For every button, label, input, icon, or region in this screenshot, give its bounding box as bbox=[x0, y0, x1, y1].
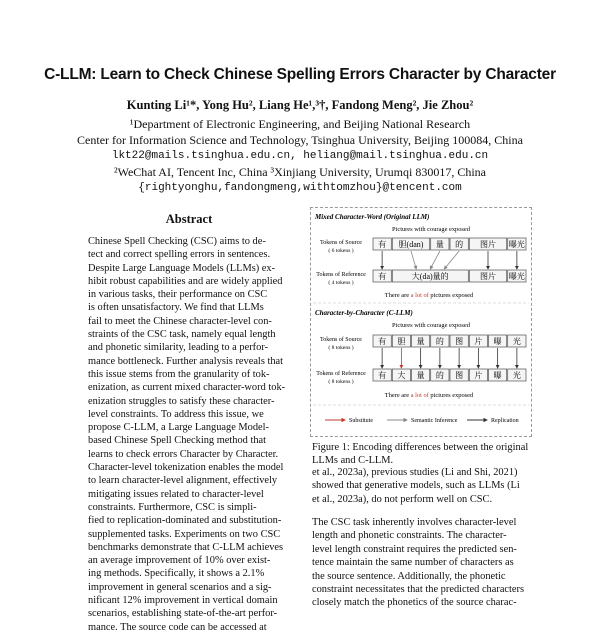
panel1-source-tokens bbox=[373, 238, 526, 250]
body-line: length and phonetic constraints. The character- bbox=[312, 530, 507, 542]
legend-substitute: Substitute bbox=[349, 418, 374, 424]
panel1-source-label: Tokens of Source bbox=[320, 240, 362, 246]
panel2-reference-count: ( 8 tokens ) bbox=[328, 379, 354, 385]
panel2-source-token: 有 bbox=[378, 337, 387, 346]
panel2-source-token: 量 bbox=[416, 337, 425, 346]
abstract-line: constraints. Furthermore, CSC is simpli- bbox=[88, 501, 257, 513]
abstract-line: straints of the CSC task, namely equal length bbox=[88, 329, 276, 341]
abstract-line: benchmarks demonstrate that C-LLM achieves bbox=[88, 541, 284, 553]
panel1-pictures-caption: Pictures with courage exposed bbox=[392, 226, 470, 233]
panel1-title: Mixed Character-Word (Original LLM) bbox=[315, 213, 430, 221]
panel1-reference-label: Tokens of Reference bbox=[316, 272, 366, 278]
abstract-line: this issue stems from the granularity of tok- bbox=[88, 368, 270, 380]
author-list: Kunting Li¹*, Yong Hu², Liang He¹,³†, Fandong Meng², Jie Zhou² bbox=[126, 98, 474, 112]
panel2-title: Character-by-Character (C-LLM) bbox=[315, 309, 413, 317]
abstract-line: improvement in general scenarios and a sig- bbox=[88, 581, 272, 593]
panel2-reference-token: 有 bbox=[378, 371, 387, 380]
abstract-line: ing methods. Specifically, it shows a 2.1% bbox=[88, 568, 265, 580]
panel2-there-caption: There are a lot of pictures exposed bbox=[384, 392, 474, 399]
abstract-line: and phonetic similarity, leading to a perfor- bbox=[88, 342, 269, 354]
panel1-reference-count: ( 4 tokens ) bbox=[328, 280, 354, 286]
figure-1 bbox=[310, 207, 532, 437]
figure-caption bbox=[312, 441, 532, 468]
body-line: tence maintain the same number of characters as bbox=[312, 557, 514, 569]
panel1-arrows bbox=[382, 251, 517, 269]
abstract-line: fail to meet the Chinese character-level con- bbox=[88, 315, 272, 327]
paper-title: C-LLM: Learn to Check Chinese Spelling Errors Character by Character bbox=[44, 66, 556, 83]
abstract-line: Despite Large Language Models (LLMs) ex- bbox=[88, 262, 276, 274]
panel2-reference-token: 量 bbox=[416, 371, 425, 380]
abstract-line: Character-level tokenization enables the model bbox=[88, 462, 284, 474]
abstract-line: mance bottleneck. Further analysis reveals that bbox=[88, 355, 284, 367]
abstract-line: mitigating issues related to character-level bbox=[88, 488, 264, 500]
panel1-source-token: 量 bbox=[435, 240, 444, 249]
panel1-arrow bbox=[411, 251, 416, 269]
abstract-line: tect and correct spelling errors in sentences. bbox=[88, 249, 271, 261]
abstract-body bbox=[88, 235, 290, 634]
abstract-line: is often unsatisfactory. We find that LLMs bbox=[88, 302, 264, 314]
abstract-line: in various tasks, their performance on CSC bbox=[88, 289, 268, 301]
body-line: et al., 2023a), previous studies (Li and Shi, 2021) bbox=[312, 467, 518, 478]
email-line-1: lkt22@mails.tsinghua.edu.cn, heliang@mail.tsinghua.edu.cn bbox=[111, 150, 489, 162]
panel2-source-token: 曝 bbox=[493, 337, 502, 346]
panel1-reference-token: 大(da)量的 bbox=[411, 272, 449, 281]
abstract-line: level constraints. To address this issue, we bbox=[88, 408, 264, 420]
panel2-source-token: 图 bbox=[455, 337, 464, 346]
panel2-pictures-caption: Pictures with courage exposed bbox=[392, 322, 470, 329]
panel1-source-token: 有 bbox=[378, 240, 387, 249]
panel1-reference-token: 有 bbox=[378, 272, 387, 281]
panel2-source-count: ( 8 tokens ) bbox=[328, 345, 354, 351]
body-line: et al., 2023a), do not perform well on CSC. bbox=[312, 493, 493, 505]
abstract-line: based Chinese Spell Checking method that bbox=[88, 435, 267, 447]
panel1-arrow bbox=[430, 251, 440, 269]
body-line: closely match the phonetics of the source charac- bbox=[312, 597, 517, 609]
body-line: level length constraint requires the predicted sen- bbox=[312, 543, 517, 555]
abstract-line: an average improvement of 10% over exist- bbox=[88, 555, 271, 567]
panel2-reference-token: 的 bbox=[435, 371, 444, 380]
panel1-there-caption: There are a lot of pictures exposed bbox=[384, 292, 474, 299]
panel2-reference-token: 片 bbox=[474, 371, 483, 380]
caption-line-2: LLMs and C-LLM. bbox=[312, 455, 394, 467]
panel1-source-token: 胆(dan) bbox=[398, 240, 424, 249]
abstract-line: to learn character-level alignment, effectively bbox=[88, 475, 278, 487]
affiliation-line-2: Center for Information Science and Technology, Tsinghua University, Beijing 100084, China bbox=[77, 133, 523, 147]
body-line: constraint necessitates that the predicted characters bbox=[312, 583, 525, 595]
abstract-line: scenarios, establishing state-of-the-art perfor- bbox=[88, 608, 278, 620]
encoding-diagram bbox=[311, 208, 531, 436]
abstract-line: mance. The source code can be accessed at bbox=[88, 621, 267, 633]
body-line: The CSC task inherently involves character-level bbox=[312, 517, 517, 528]
panel2-source-token: 胆 bbox=[397, 337, 406, 346]
panel1-source-token: 图片 bbox=[480, 240, 496, 249]
affiliation-line-1: ¹Department of Electronic Engineering, and Beijing National Research bbox=[129, 117, 471, 131]
abstract-line: supplemented tasks. Experiments on two CSC bbox=[88, 528, 281, 540]
panel1-reference-token: 图片 bbox=[480, 272, 496, 281]
panel2-arrows bbox=[382, 348, 517, 368]
abstract-line: Chinese Spell Checking (CSC) aims to de- bbox=[88, 236, 266, 247]
right-column-text-2 bbox=[312, 516, 530, 610]
abstract-line: learns to check errors Character by Character. bbox=[88, 448, 279, 460]
affiliation-line-3: ²WeChat AI, Tencent Inc, China ³Xinjiang University, Urumqi 830017, China bbox=[114, 165, 486, 179]
panel2-source-token: 光 bbox=[512, 337, 521, 346]
legend-replication: Replication bbox=[491, 418, 519, 424]
panel2-source-token: 的 bbox=[435, 337, 444, 346]
panel2-source-label: Tokens of Source bbox=[320, 337, 362, 343]
body-line: the source sentence. Additionally, the phonetic bbox=[312, 570, 506, 582]
legend-semantic-inference: Semantic Inference bbox=[411, 418, 458, 424]
panel2-reference-label: Tokens of Reference bbox=[316, 371, 366, 377]
panel2-reference-token: 大 bbox=[397, 371, 406, 380]
panel2-reference-token: 光 bbox=[512, 371, 521, 380]
abstract-line: hibit robust capabilities and are widely applied bbox=[88, 275, 283, 287]
panel1-source-token: 的 bbox=[455, 240, 464, 249]
panel1-source-token: 曝光 bbox=[508, 240, 525, 249]
abstract-line: nificant 12% improvement in vertical domain bbox=[88, 595, 278, 607]
abstract-line: enization struggles to satisfy these character- bbox=[88, 395, 275, 407]
right-column-text bbox=[312, 466, 530, 506]
panel1-source-count: ( 6 tokens ) bbox=[328, 248, 354, 254]
panel1-reference-token: 曝光 bbox=[508, 272, 525, 281]
abstract-line: fied to replication-dominated and substitution- bbox=[88, 515, 282, 527]
panel1-arrow bbox=[444, 251, 459, 269]
abstract-line: enization, as current mixed character-word tok- bbox=[88, 382, 286, 394]
abstract-line: propose C-LLM, a Large Language Model- bbox=[88, 422, 270, 434]
abstract-heading: Abstract bbox=[165, 212, 213, 226]
caption-line-1: Figure 1: Encoding differences between the original bbox=[312, 442, 529, 453]
panel2-source-tokens bbox=[373, 335, 526, 347]
panel2-reference-tokens bbox=[373, 369, 526, 381]
panel1-reference-tokens bbox=[373, 270, 526, 282]
body-line: showed that generative models, such as LLMs (Li bbox=[312, 480, 520, 492]
email-line-2: {rightyonghu,fandongmeng,withtomzhou}@tencent.com bbox=[138, 182, 462, 194]
panel2-reference-token: 曝 bbox=[493, 371, 502, 380]
panel2-source-token: 片 bbox=[474, 337, 483, 346]
panel2-reference-token: 图 bbox=[455, 371, 464, 380]
